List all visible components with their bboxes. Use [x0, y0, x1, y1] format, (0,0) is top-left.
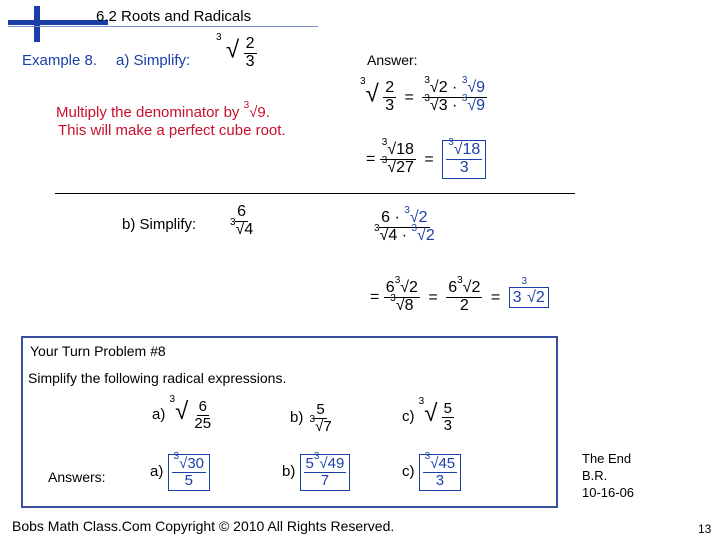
page-title: 6.2 Roots and Radicals [96, 8, 252, 25]
your-turn-title: Your Turn Problem #8 [30, 343, 166, 359]
radical-icon: √ [226, 36, 240, 64]
separator-line [55, 193, 575, 194]
answer-a: a) $\frac{^3√30}{5}$ [150, 454, 210, 491]
problem-b: b) $\frac{5}{^3√7}$ [290, 401, 332, 435]
tip-line-2: This will make a perfect cube root. [58, 122, 286, 139]
end-note: The End B.R. 10-16-06 [582, 451, 635, 500]
part-a-label: a) Simplify: [116, 52, 191, 69]
tip-radical: $^3$√9 [243, 100, 266, 121]
page-number: 13 [698, 522, 712, 536]
example-a-expression: $^3$ √ $\frac{2}{3}$ [216, 32, 255, 70]
work-a-step2: = $\frac{^3√18}{^3√27}$ = $\frac{^3√18}{3}$ [366, 140, 486, 179]
header-bar [8, 20, 108, 25]
answer-box-b: $3^3√2$ [509, 287, 549, 308]
your-turn-instruction: Simplify the following radical expressions. [28, 370, 287, 386]
root-index: 3 [216, 32, 222, 43]
footer-copyright: Bobs Math Class.Com Copyright © 2010 All Rights Reserved. [12, 518, 395, 534]
tip-line-1: Multiply the denominator by $^3$√9. [56, 100, 270, 121]
problem-a: a) $^3$√ $\frac{6}{25}$ [152, 394, 212, 432]
example-label: Example 8. [22, 52, 98, 69]
header-rule [8, 26, 318, 27]
answer-box-a: $\frac{^3√18}{3}$ [442, 140, 486, 179]
answer-c: c) $\frac{^3√45}{3}$ [402, 454, 461, 491]
example-b-expression: $\frac{6}{^3√4}$ [230, 203, 254, 238]
work-b-step1: $\frac{6 \cdot ^3√2}{^3√4 \cdot ^3√2}$ [374, 205, 435, 244]
part-b-label: b) Simplify: [122, 216, 197, 233]
answer-b: b) $\frac{5^3√49}{7}$ [282, 454, 350, 491]
work-b-step2: = $\frac{6^3√2}{^3√8}$ = $\frac{6^3√2}{2}$ = $3^3√2$ [370, 280, 549, 315]
answers-label: Answers: [48, 469, 106, 485]
header-vertical-bar [34, 6, 40, 42]
problem-c: c) $^3$√ $\frac{5}{3}$ [402, 396, 452, 434]
answer-label: Answer: [367, 52, 418, 68]
work-a-step1: $^3$√ $\frac{2}{3}$ = $\frac{^3√2 \cdot ^3√9}{^3√3 \cdot ^3√9}$ [360, 75, 486, 114]
